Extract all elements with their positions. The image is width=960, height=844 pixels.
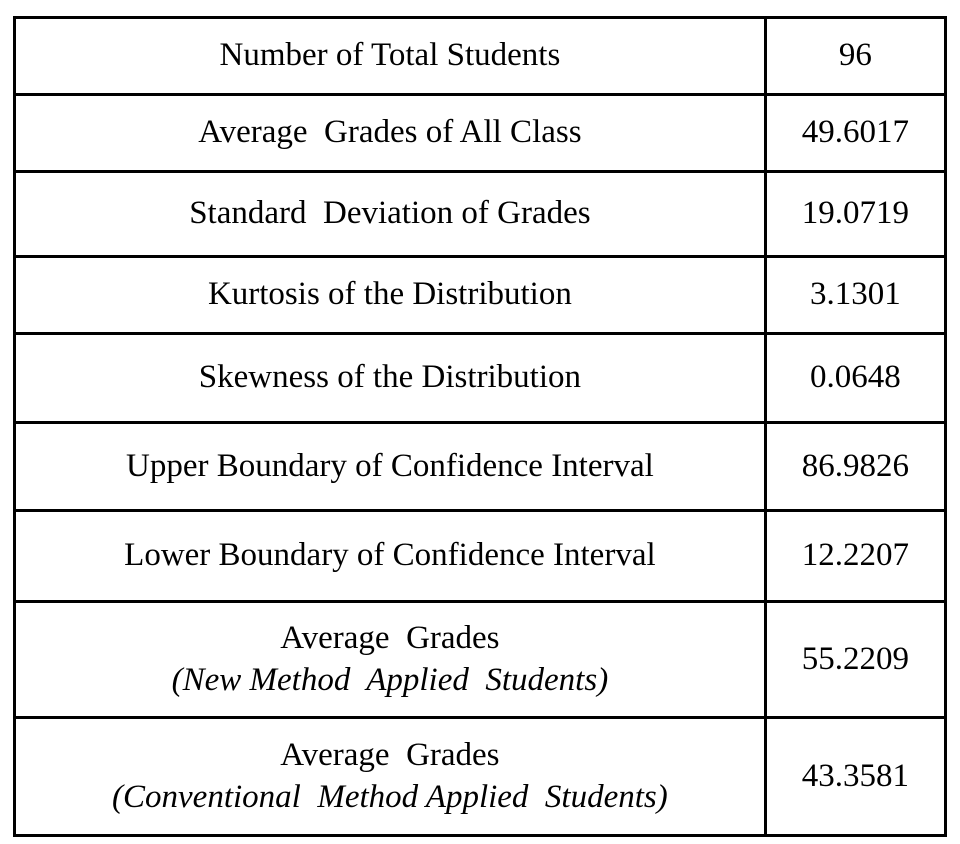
row-label-group [15,718,766,836]
table-row [15,602,946,718]
row-label: Average Grades of All Class [15,95,766,172]
row-label: Standard Deviation of Grades [15,172,766,257]
row-value: 86.9826 [765,423,945,511]
row-value: 19.0719 [765,172,945,257]
row-sublabel: (Conventional Method Applied Students) [112,778,668,815]
table-row [15,172,946,257]
row-label: Kurtosis of the Distribution [15,257,766,334]
row-sublabel: (New Method Applied Students) [171,661,609,698]
table-row [15,423,946,511]
row-label: Upper Boundary of Confidence Interval [15,423,766,511]
row-label: Average Grades [280,620,500,657]
row-label: Skewness of the Distribution [15,334,766,423]
row-value: 12.2207 [765,511,945,602]
table-row [15,718,946,836]
table-row [15,18,946,95]
row-label-group [15,602,766,718]
table-row [15,95,946,172]
row-value: 0.0648 [765,334,945,423]
row-value: 96 [765,18,945,95]
row-label: Lower Boundary of Confidence Interval [15,511,766,602]
statistics-table [13,16,947,837]
row-label: Average Grades [280,737,500,774]
row-value: 49.6017 [765,95,945,172]
table-row [15,511,946,602]
table-row [15,257,946,334]
row-value: 43.3581 [765,718,945,836]
table-row [15,334,946,423]
row-value: 3.1301 [765,257,945,334]
row-label: Number of Total Students [15,18,766,95]
row-value: 55.2209 [765,602,945,718]
